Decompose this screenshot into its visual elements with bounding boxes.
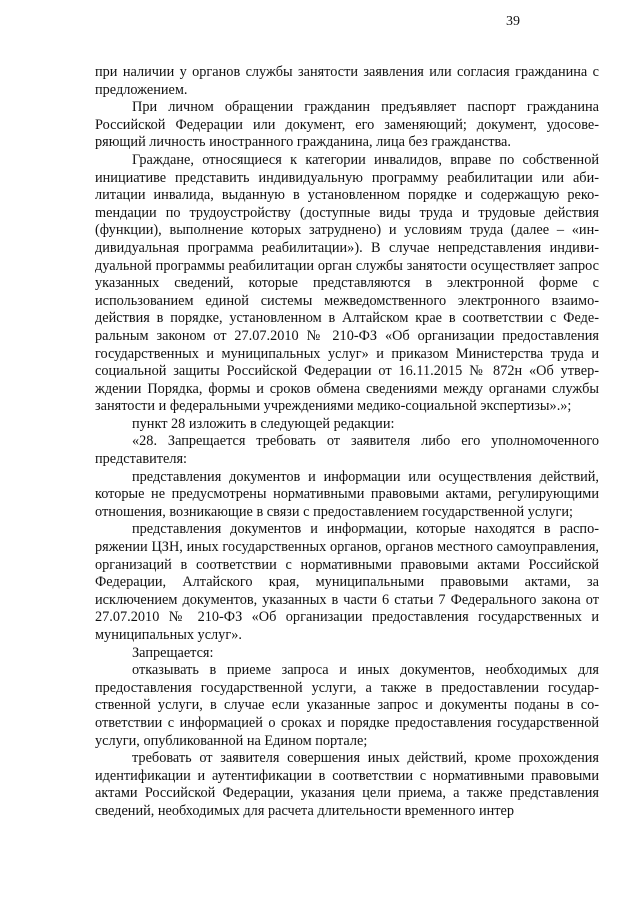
page-number-text: 39 — [506, 14, 520, 29]
paragraph-prohibited-heading: Запрещается: — [132, 644, 214, 661]
paragraph-passport: При личном обращении гражданин предъявляет паспорт гражданина Российской Федерации или документ, его заменяющий; документ, удосоверяющий личность иностранного гражданина, лица без гражданства. — [95, 99, 599, 151]
paragraph-require-actions: требовать от заявителя совершения иных действий, кроме прохождения идентификации и аутентификации в соответствии с нормативными правовыми актами Российской Федерации, указания цели приема, а также представления сведений, необходимых для расчета длительности временного интер — [95, 750, 599, 819]
paragraph-held-docs: представления документов и информации, которые находятся в распоряжении ЦЗН, иных государственных органов, органов местного самоуправления, организаций в соответствии с нормативными правовыми актами Российской Федерации, Алтайского края, муниципальными правовыми актами, за исключением документов, указанных в части 6 статьи 7 Федерального закона от 27.07.2010 № 210-ФЗ «Об организации предоставления государственных и муниципальных услуг». — [95, 521, 599, 643]
paragraph-continuation: при наличии у органов службы занятости заявления или согласия гражданина с предложением. — [95, 64, 599, 98]
paragraph-clause-28: «28. Запрещается требовать от заявителя либо его уполномоченного представителя: — [95, 433, 599, 468]
page-number — [0, 14, 640, 30]
document-body — [95, 64, 599, 821]
paragraph-disabled-citizens: Граждане, относящиеся к категории инвалидов, вправе по собственной инициативе представить индивидуальную программу реабилитации или абилитации инвалида, выданную в установленном порядке и содержащую рекоmендации по трудоустройству (доступные виды труда и трудовые действия (функции), выполнение которых затруднено) и условиям труда (далее – «индивидуальная программа реабилитации»). В случае непредставления индивидуальной программы реабилитации орган службы занятости осуществляет запрос указанных сведений, которые представляются в электронной форме с использованием единой системы межведомственного электронного взаимодействия в порядке, установленном в Алтайском крае в соответствии с Федеральным законом от 27.07.2010 № 210-ФЗ «Об организации предоставления государственных и муниципальных услуг» и приказом Министерства труда и социальной защиты Российской Федерации от 16.11.2015 № 872н «Об утверждении Порядка, формы и сроков обмена сведениями между органами службы занятости и федеральными учреждениями медико-социальной экспертизы».»; — [95, 151, 599, 415]
paragraph-clause-28-intro: пункт 28 изложить в следующей редакции: — [132, 415, 395, 432]
paragraph-not-provided-docs: представления документов и информации или осуществления действий, которые не предусмотрены нормативными правовыми актами, регулирующими отношения, возникающие в связи с предоставлением государственной услуги; — [95, 468, 599, 520]
paragraph-refuse-request: отказывать в приеме запроса и иных документов, необходимых для предоставления государственной услуги, а также в предоставлении государственной услуги, в случае если указанные запрос и документы поданы в соответствии с информацией о сроках и порядке предоставления государственной услуги, опубликованной на Едином портале; — [95, 662, 599, 749]
